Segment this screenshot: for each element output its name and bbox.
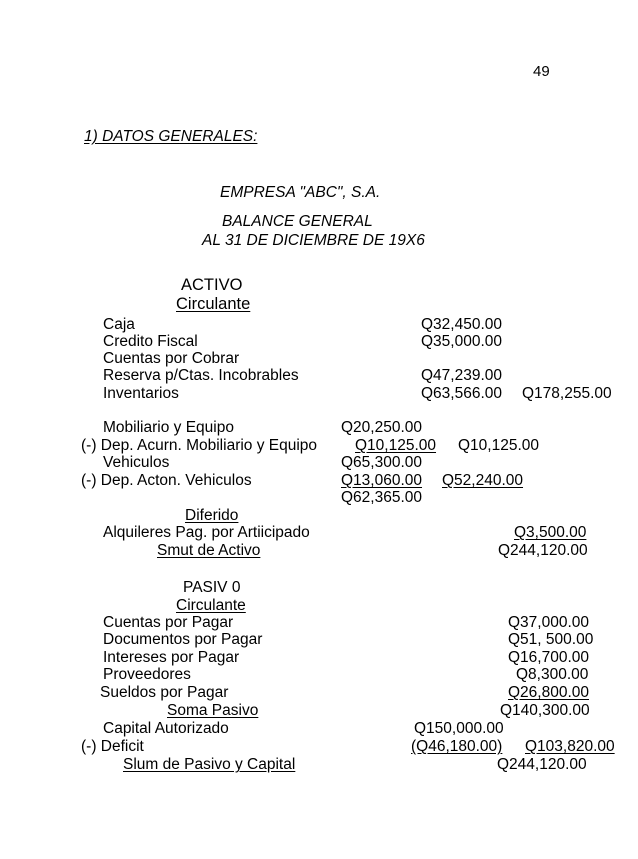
inventarios-amount: Q63,566.00 bbox=[421, 385, 503, 402]
sueldos-por-pagar-amount: Q26,800.00 bbox=[508, 684, 590, 701]
statement-date: AL 31 DE DICIEMBRE DE 19X6 bbox=[202, 232, 425, 249]
total-pasivo-amount: Q140,300.00 bbox=[500, 702, 590, 719]
deficit-amount: (Q46,180.00) bbox=[411, 738, 503, 755]
pasivo-circulante-heading: Circulante bbox=[176, 597, 246, 614]
credito-fiscal-amount: Q35,000.00 bbox=[421, 333, 503, 350]
intereses-por-pagar-amount: Q16,700.00 bbox=[508, 649, 590, 666]
company-name: EMPRESA "ABC", S.A. bbox=[220, 184, 381, 201]
activo-circulante-heading: Circulante bbox=[176, 295, 251, 313]
proveedores-amount: Q8,300.00 bbox=[516, 666, 589, 683]
vehiculos-amount: Q65,300.00 bbox=[341, 454, 423, 471]
sueldos-por-pagar-label: Sueldos por Pagar bbox=[100, 684, 229, 701]
capital-net: Q103,820.00 bbox=[525, 738, 615, 755]
credito-fiscal-label: Credito Fiscal bbox=[103, 333, 198, 350]
total-activo-label: Smut de Activo bbox=[157, 542, 261, 559]
statement-title: BALANCE GENERAL bbox=[222, 213, 373, 230]
capital-autorizado-label: Capital Autorizado bbox=[103, 720, 229, 737]
reserva-amount: Q47,239.00 bbox=[421, 367, 503, 384]
dep-vehiculos-label: (-) Dep. Acton. Vehiculos bbox=[81, 472, 252, 489]
caja-label: Caja bbox=[103, 316, 135, 333]
diferido-heading: Diferido bbox=[185, 507, 239, 524]
caja-amount: Q32,450.00 bbox=[421, 316, 503, 333]
page-number: 49 bbox=[533, 63, 550, 80]
vehiculos-net: Q52,240.00 bbox=[442, 472, 524, 489]
diferido-label: Alquileres Pag. por Artiicipado bbox=[103, 524, 310, 541]
activo-heading: ACTIVO bbox=[181, 276, 243, 294]
dep-mobiliario-label: (-) Dep. Acurn. Mobiliario y Equipo bbox=[81, 437, 318, 454]
grand-total-amount: Q244,120.00 bbox=[497, 756, 587, 773]
capital-autorizado-amount: Q150,000.00 bbox=[414, 720, 504, 737]
circulante-total: Q178,255.00 bbox=[522, 385, 612, 402]
proveedores-label: Proveedores bbox=[103, 666, 191, 683]
vehiculos-label: Vehiculos bbox=[103, 454, 170, 471]
cuentas-por-pagar-amount: Q37,000.00 bbox=[508, 614, 590, 631]
total-activo-amount: Q244,120.00 bbox=[498, 542, 588, 559]
section-heading: 1) DATOS GENERALES: bbox=[84, 128, 258, 145]
intereses-por-pagar-label: Intereses por Pagar bbox=[103, 649, 240, 666]
dep-vehiculos-amount: Q13,060.00 bbox=[341, 472, 423, 489]
inventarios-label: Inventarios bbox=[103, 385, 179, 402]
grand-total-label: Slum de Pasivo y Capital bbox=[123, 756, 296, 773]
cuentas-por-pagar-label: Cuentas por Pagar bbox=[103, 614, 234, 631]
mobiliario-label: Mobiliario y Equipo bbox=[103, 419, 234, 436]
mobiliario-net: Q10,125.00 bbox=[458, 437, 540, 454]
cuentas-por-cobrar-label: Cuentas por Cobrar bbox=[103, 350, 240, 367]
dep-mobiliario-amount: Q10,125.00 bbox=[355, 437, 437, 454]
documentos-por-pagar-label: Documentos por Pagar bbox=[103, 631, 263, 648]
pasivo-heading: PASIV 0 bbox=[183, 579, 241, 596]
total-pasivo-label: Soma Pasivo bbox=[167, 702, 259, 719]
mobiliario-amount: Q20,250.00 bbox=[341, 419, 423, 436]
documentos-por-pagar-amount: Q51, 500.00 bbox=[508, 631, 594, 648]
fijo-total: Q62,365.00 bbox=[341, 489, 423, 506]
deficit-label: (-) Deficit bbox=[81, 738, 144, 755]
reserva-label: Reserva p/Ctas. Incobrables bbox=[103, 367, 299, 384]
diferido-amount: Q3,500.00 bbox=[514, 524, 587, 541]
